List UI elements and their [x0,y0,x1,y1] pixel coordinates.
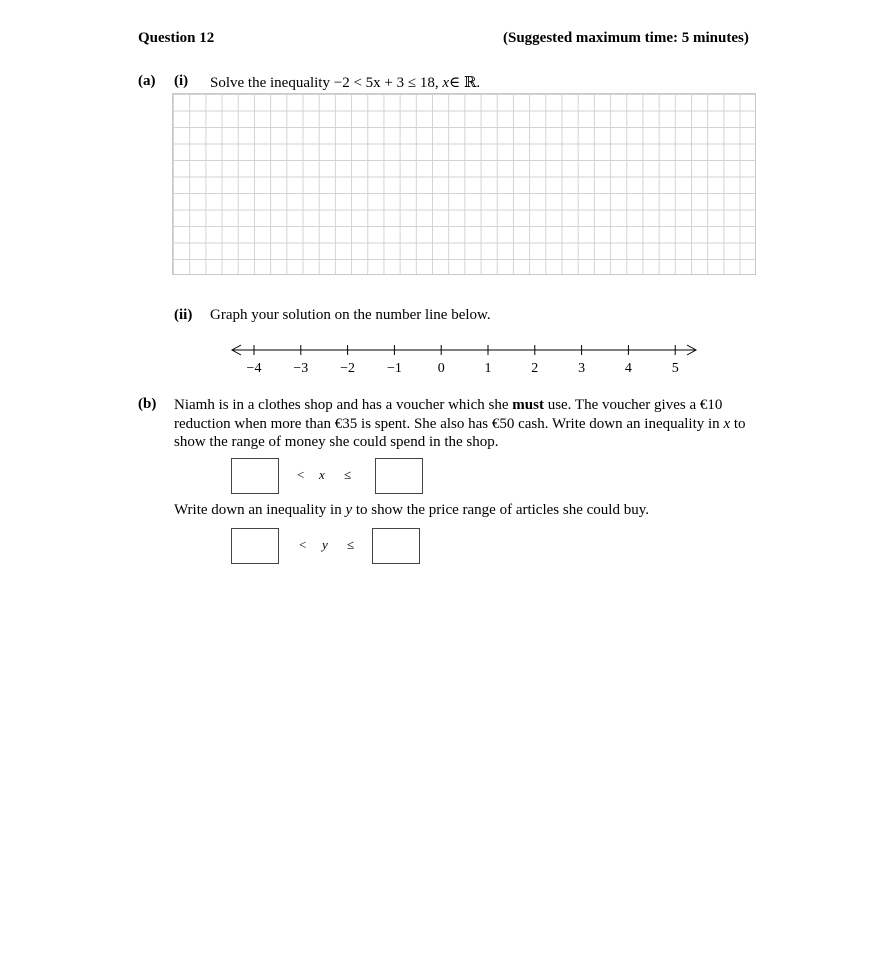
part-a-ii-question: Graph your solution on the number line below. [210,307,491,323]
number-line-tick-label: −4 [246,361,262,376]
part-b-text-2: use. The voucher gives a €10 reduction when more than €35 is spent. She also has €50 cash. Write down an inequality in [174,397,724,432]
number-line-tick-label: 0 [437,361,445,376]
answer-box-y-lower[interactable] [231,528,279,564]
answer-box-x-lower[interactable] [231,458,279,494]
part-b-question [174,396,764,452]
question-title: Question 12 [138,30,215,46]
inequality-domain: ∈ ℝ. [449,75,481,91]
part-b-label: (b) [138,396,157,412]
number-line-axis [232,345,696,355]
part-b-prompt-2 [174,502,649,519]
y-variable: y [322,537,328,552]
answer-box-x-upper[interactable] [375,458,423,494]
part-b-prompt2-2: to show the price range of articles she could buy. [352,502,649,518]
number-line-tick-label: 2 [531,361,539,376]
part-b-text-bold: must [512,397,544,413]
suggested-time: (Suggested maximum time: 5 minutes) [503,30,749,46]
number-line-tick-label: 1 [484,361,492,376]
number-line-tick-label: 4 [624,361,632,376]
number-line-tick-label: −2 [340,361,356,376]
part-a-i-question [210,73,480,92]
inequality-expression: −2 < 5x + 3 ≤ 18, [333,75,439,91]
working-grid[interactable] [172,93,756,275]
part-a-ii-label: (ii) [174,307,193,323]
part-b-text-3: to show the range of money she could spend in the shop. [174,415,746,450]
part-a-i-prefix: Solve the inequality [210,75,334,91]
number-line-tick-label: −1 [386,361,402,376]
part-a-label: (a) [138,73,156,89]
inequality-variable: x [442,75,450,91]
number-line-tick-label: −3 [293,361,309,376]
x-variable: x [319,467,325,482]
part-a-i-label: (i) [174,73,189,89]
part-b-text-1: Niamh is in a clothes shop and has a voucher which she [174,397,513,413]
part-b-text-var: x [723,415,731,432]
number-line[interactable] [222,336,702,378]
part-b-prompt2-var: y [345,502,353,518]
answer-box-y-upper[interactable] [372,528,420,564]
number-line-tick-label: 5 [671,361,679,376]
y-less-equal-sign: ≤ [347,537,355,552]
x-less-than-sign: < [297,467,305,482]
part-b-prompt2-1: Write down an inequality in [174,502,346,518]
x-less-equal-sign: ≤ [344,467,352,482]
y-less-than-sign: < [299,537,307,552]
number-line-tick-label: 3 [578,361,586,376]
